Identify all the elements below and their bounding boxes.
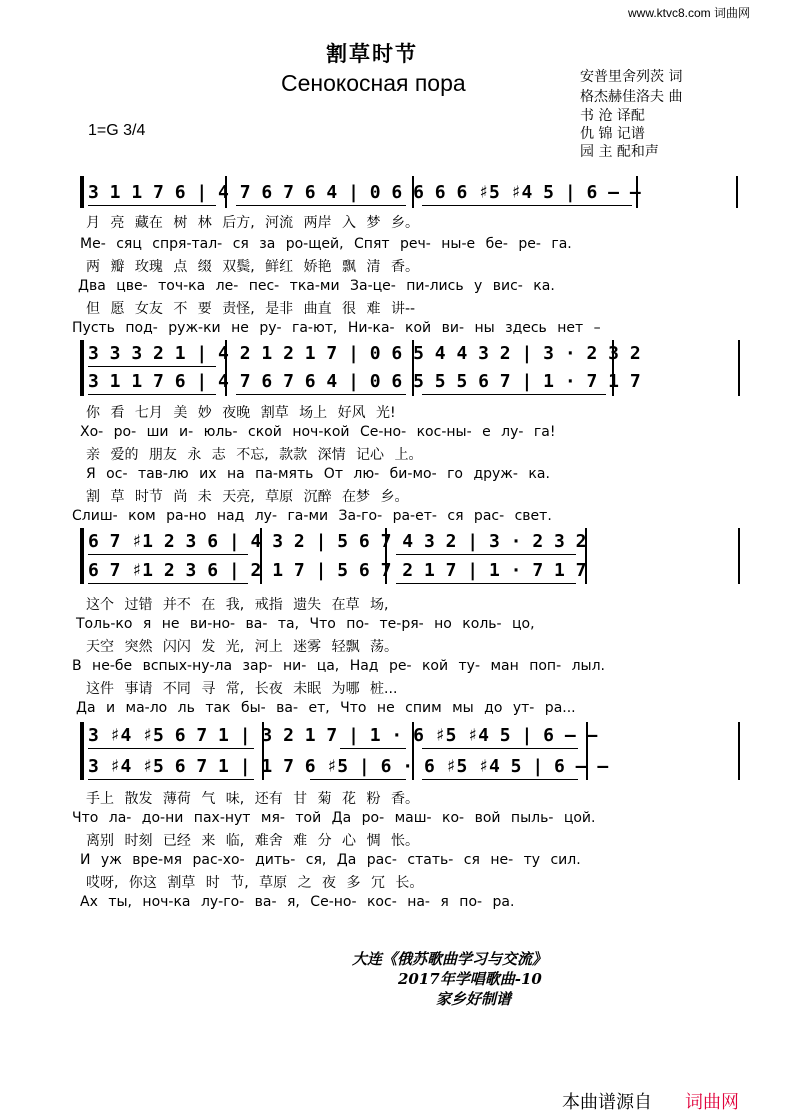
lyric-line: Что ла- до-ни пах-нут мя- той Да ро- маш- ко- вой пыль- цой. (72, 810, 596, 826)
source-url: www.ktvc8.com 词曲网 (628, 6, 751, 20)
beam-underline (88, 394, 216, 395)
lyric-line: Ах ты, ноч-ка лу-го- ва- я, Се-но- кос- на- я по- ра. (80, 894, 515, 910)
lyric-line: Толь-ко я не ви-но- ва- та, Что по- те-ря- но коль- цо, (76, 616, 535, 632)
credit-line: 书 沧 译配 (580, 108, 645, 124)
barline (738, 722, 740, 780)
lyric-line: В не-бе вспых-ну-ла зар- ни- ца, Над ре- кой ту- ман поп- лыл. (72, 658, 605, 674)
beam-underline (88, 779, 254, 780)
beam-underline (396, 554, 576, 555)
notation-line: 3 1 1 7 6 | 4 7 6 7 6 4 | 0 6 6 6 6 ♯5 ♯4 5 | 6 – – (88, 182, 641, 203)
beam-underline (88, 554, 248, 555)
lyric-line: 手上 散发 薄荷 气 味, 还有 甘 菊 花 粉 香。 (86, 791, 419, 807)
lyric-line: 割 草 时节 尚 未 天亮, 草原 沉醉 在梦 乡。 (86, 489, 409, 505)
credit-line: 园 主 配和声 (580, 144, 659, 160)
lyric-line: 两 瓣 玫瑰 点 缀 双鬓, 鲜红 娇艳 飘 清 香。 (86, 259, 419, 275)
credit-line: 格杰赫佳洛夫 曲 (580, 89, 683, 105)
barline (736, 176, 738, 208)
lyric-line: Да и ма-ло ль так бы- ва- ет, Что не спим мы до ут- ра... (76, 700, 576, 716)
beam-underline (88, 205, 216, 206)
lyric-line: 亲 爱的 朋友 永 志 不忘, 款款 深情 记心 上。 (86, 447, 423, 463)
lyric-line: 这件 事请 不同 寻 常, 长夜 未眠 为哪 桩... (86, 681, 398, 697)
footer-line: 大连《俄苏歌曲学习与交流》 (352, 950, 548, 968)
beam-underline (236, 205, 406, 206)
lyric-line: 离别 时刻 已经 来 临, 难舍 难 分 心 惆 怅。 (86, 833, 419, 849)
page-subtitle: Сенокосная пора (281, 70, 466, 96)
notation-line: 3 3 3 2 1 | 4 2 1 2 1 7 | 0 6 5 4 4 3 2 | 3 · 2 3 2 (88, 343, 641, 364)
lyric-line: 天空 突然 闪闪 发 光, 河上 迷雾 轻飘 荡。 (86, 639, 399, 655)
beam-underline (236, 394, 406, 395)
lyric-line: 哎呀, 你这 割草 时 节, 草原 之 夜 多 冗 长。 (86, 875, 424, 891)
lyric-line: 但 愿 女友 不 要 责怪, 是非 曲直 很 难 讲-- (86, 301, 416, 317)
lyric-line: Слиш- ком ра-но над лу- га-ми За-го- ра-ет- ся рас- свет. (72, 508, 552, 524)
notation-line: 3 ♯4 ♯5 6 7 1 | 3 2 1 7 | 1 · 6 ♯5 ♯4 5 | 6 – – (88, 725, 598, 746)
footer-line: 家乡好制谱 (436, 990, 512, 1008)
lyric-line: Хо- ро- ши и- юль- ской ноч-кой Се-но- кос-ны- е лу- га! (80, 424, 556, 440)
beam-underline (88, 748, 254, 749)
notation-line: 3 ♯4 ♯5 6 7 1 | 1 7 6 ♯5 | 6 · 6 ♯5 ♯4 5 | 6 – – (88, 756, 609, 777)
beam-underline (310, 779, 406, 780)
beam-underline (422, 394, 606, 395)
lyric-line: Пусть под- руж-ки не ру- га-ют, Ни-ка- кой ви- ны здесь нет – (72, 320, 601, 336)
beam-underline (422, 779, 578, 780)
start-barline (80, 722, 84, 780)
beam-underline (88, 366, 216, 367)
key-signature: 1=G 3/4 (88, 122, 146, 139)
start-barline (80, 176, 84, 208)
barline (738, 528, 740, 584)
beam-underline (88, 583, 248, 584)
bottom-source-text: 本曲谱源自 (562, 1092, 652, 1113)
start-barline (80, 528, 84, 584)
beam-underline (422, 748, 578, 749)
credit-line: 安普里舍列茨 词 (580, 69, 683, 85)
lyric-line: Я ос- тав-лю их на па-мять От лю- би-мо- го друж- ка. (86, 466, 550, 482)
lyric-line: 你 看 七月 美 妙 夜晚 割草 场上 好风 光! (86, 405, 396, 421)
bottom-brand-link[interactable]: 词曲网 (685, 1092, 739, 1113)
lyric-line: Два цве- точ-ка ле- пес- тка-ми За-це- пи-лись у вис- ка. (78, 278, 555, 294)
lyric-line: 这个 过错 并不 在 我, 戒指 遗失 在草 场, (86, 597, 389, 613)
start-barline (80, 340, 84, 396)
lyric-line: 月 亮 藏在 树 林 后方, 河流 两岸 入 梦 乡。 (86, 215, 419, 231)
footer-line: 2017年学唱歌曲-10 (398, 970, 542, 988)
lyric-line: И уж вре-мя рас-хо- дить- ся, Да рас- стать- ся не- ту сил. (80, 852, 581, 868)
barline (738, 340, 740, 396)
beam-underline (422, 205, 632, 206)
notation-line: 6 7 ♯1 2 3 6 | 4 3 2 | 5 6 7 4 3 2 | 3 · 2 3 2 (88, 531, 587, 552)
notation-line: 6 7 ♯1 2 3 6 | 2 1 7 | 5 6 7 2 1 7 | 1 · 7 1 7 (88, 560, 587, 581)
credit-line: 仇 锦 记谱 (580, 126, 645, 142)
page-title: 割草时节 (326, 42, 418, 66)
beam-underline (396, 583, 576, 584)
notation-line: 3 1 1 7 6 | 4 7 6 7 6 4 | 0 6 5 5 5 6 7 | 1 · 7 1 7 (88, 371, 641, 392)
beam-underline (340, 748, 406, 749)
lyric-line: Ме- сяц спря-тал- ся за ро-щей, Спят реч- ны-е бе- ре- га. (80, 236, 572, 252)
